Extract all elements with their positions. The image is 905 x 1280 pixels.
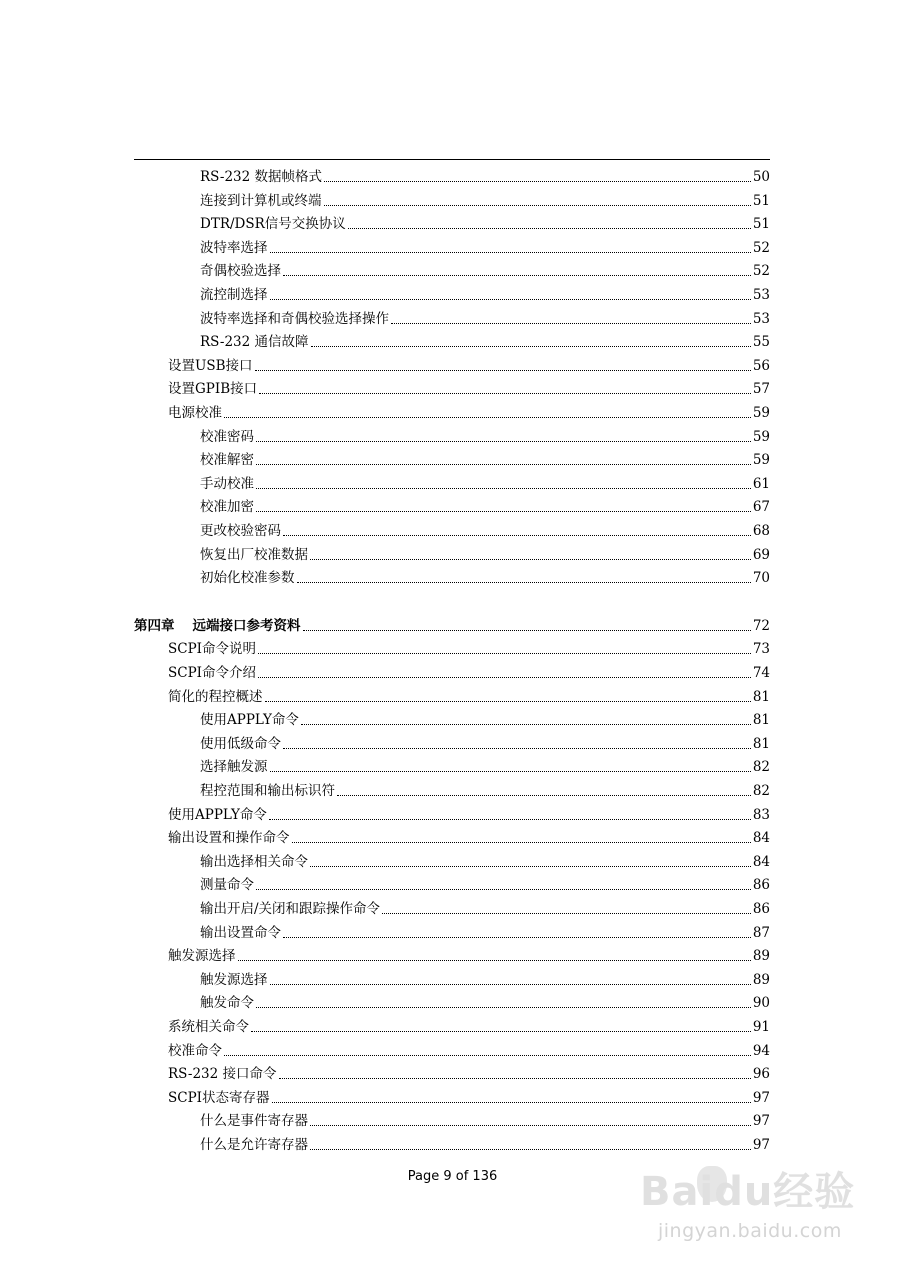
- toc-leader-dots: [258, 677, 751, 678]
- toc-leader-dots: [256, 441, 751, 442]
- toc-leader-dots: [270, 771, 751, 772]
- toc-page-number: 81: [752, 712, 770, 729]
- toc-entry-label: 设置GPIB接口: [168, 381, 258, 398]
- toc-entry-label: 简化的程控概述: [168, 688, 263, 705]
- toc-page-number: 87: [752, 924, 770, 941]
- toc-entry-label: RS-232 通信故障: [200, 334, 309, 351]
- toc-entry-label: 校准加密: [200, 499, 254, 516]
- toc-entry-label: 系统相关命令: [168, 1019, 249, 1035]
- toc-row: [0, 446, 905, 468]
- toc-row: [0, 328, 905, 350]
- toc-entry-label: 流控制选择: [200, 287, 268, 303]
- toc-entry[interactable]: [200, 493, 770, 515]
- toc-entry[interactable]: [168, 1060, 770, 1082]
- toc-entry[interactable]: [168, 942, 770, 964]
- toc-page-number: 70: [752, 570, 770, 587]
- toc-entry[interactable]: [200, 541, 770, 563]
- toc-entry[interactable]: [200, 777, 770, 799]
- toc-entry-label: 奇偶校验选择: [200, 263, 281, 280]
- toc-entry[interactable]: [200, 517, 770, 539]
- toc-page-number: 53: [752, 310, 770, 327]
- toc-row: [0, 187, 905, 209]
- toc-entry-label: 使用APPLY命令: [200, 712, 299, 729]
- toc-page-number: 50: [752, 169, 770, 185]
- toc-entry[interactable]: [168, 659, 770, 681]
- toc-leader-dots: [255, 370, 751, 371]
- toc-leader-dots: [256, 464, 751, 465]
- toc-leader-dots: [238, 960, 751, 961]
- toc-row: [0, 895, 905, 917]
- toc-leader-dots: [310, 559, 751, 560]
- toc-entry[interactable]: [168, 635, 770, 657]
- header-rule: [134, 159, 770, 160]
- toc-entry[interactable]: [200, 305, 770, 327]
- toc-row: [0, 399, 905, 421]
- toc-row: [0, 659, 905, 681]
- toc-entry[interactable]: [200, 187, 770, 209]
- toc-row: [0, 564, 905, 586]
- toc-page-number: 52: [752, 263, 770, 280]
- toc-row: [0, 493, 905, 515]
- toc-page-number: 53: [752, 287, 770, 303]
- toc-entry-label: 校准命令: [168, 1042, 222, 1059]
- toc-leader-dots: [324, 181, 751, 182]
- toc-page-number: 82: [752, 783, 770, 799]
- toc-entry-label: 程控范围和输出标识符: [200, 783, 335, 799]
- toc-entry-label: 校准解密: [200, 452, 254, 469]
- toc-chapter-number: 第四章: [134, 617, 175, 634]
- toc-row: [0, 1084, 905, 1106]
- toc-page-number: 59: [752, 452, 770, 469]
- toc-page-number: 56: [752, 357, 770, 374]
- toc-leader-dots: [269, 819, 751, 820]
- toc-row: [0, 234, 905, 256]
- toc-row: [0, 801, 905, 823]
- toc-leader-dots: [224, 417, 751, 418]
- toc-entry-label: 远端接口参考资料: [192, 617, 301, 634]
- toc-entry-label: 连接到计算机或终端: [200, 192, 322, 209]
- toc-leader-dots: [303, 630, 751, 631]
- toc-entry-label: 选择触发源: [200, 759, 268, 776]
- toc-row: [0, 635, 905, 657]
- toc-entry-label: 波特率选择: [200, 239, 268, 256]
- toc-page-number: 59: [752, 428, 770, 445]
- toc-page-number: 86: [752, 877, 770, 894]
- toc-entry-label: 触发源选择: [200, 971, 268, 988]
- toc-entry[interactable]: [200, 919, 770, 941]
- toc-entry-label: RS-232 数据帧格式: [200, 169, 323, 185]
- toc-leader-dots: [270, 252, 751, 253]
- toc-entry[interactable]: [200, 848, 770, 870]
- toc-row: [0, 706, 905, 728]
- toc-page-number: 55: [752, 334, 770, 351]
- toc-leader-dots: [256, 1007, 751, 1008]
- watermark-url: jingyan.baidu.com: [658, 1220, 842, 1242]
- toc-leader-dots: [272, 1102, 751, 1103]
- toc-row: [0, 753, 905, 775]
- toc-entry-label: 什么是事件寄存器: [200, 1113, 308, 1130]
- page-number: Page 9 of 136: [407, 1169, 498, 1184]
- toc-entry-label: SCPI状态寄存器: [168, 1089, 270, 1106]
- toc-page-number: 51: [752, 216, 770, 233]
- toc-page-number: 97: [752, 1113, 770, 1130]
- toc-entry-label: 输出设置和操作命令: [168, 830, 290, 847]
- toc-page-number: 59: [752, 405, 770, 421]
- toc-leader-dots: [337, 795, 751, 796]
- toc-row: [0, 683, 905, 705]
- toc-entry-label: 设置USB接口: [168, 357, 253, 374]
- toc-entry[interactable]: [200, 328, 770, 350]
- toc-leader-dots: [292, 842, 751, 843]
- toc-entry-label: 恢复出厂校准数据: [200, 546, 308, 563]
- toc-leader-dots: [301, 724, 751, 725]
- toc-entry-label: DTR/DSR信号交换协议: [200, 216, 346, 233]
- toc-entry[interactable]: [200, 871, 770, 893]
- toc-page-number: 97: [752, 1137, 770, 1153]
- toc-row: [0, 1060, 905, 1082]
- toc-entry[interactable]: [200, 1107, 770, 1129]
- toc-page-number: 96: [752, 1066, 770, 1083]
- toc-entry[interactable]: [200, 753, 770, 775]
- toc-leader-dots: [310, 1149, 751, 1150]
- toc-row: [0, 541, 905, 563]
- toc-entry[interactable]: [200, 281, 770, 303]
- toc-entry-label: 输出选择相关命令: [200, 853, 308, 870]
- toc-entry[interactable]: [200, 234, 770, 256]
- toc-entry-label: 手动校准: [200, 475, 254, 492]
- toc-entry[interactable]: [168, 801, 770, 823]
- toc-entry[interactable]: [200, 446, 770, 468]
- toc-entry[interactable]: [168, 1037, 770, 1059]
- toc-entry-label: 触发源选择: [168, 948, 236, 965]
- toc-page-number: 67: [752, 499, 770, 516]
- toc-row: [0, 1107, 905, 1129]
- toc-entry[interactable]: [168, 824, 770, 846]
- toc-row: [0, 1013, 905, 1035]
- toc-page-number: 69: [752, 546, 770, 563]
- toc-page-number: 81: [752, 735, 770, 752]
- toc-row: [0, 777, 905, 799]
- toc-entry[interactable]: [200, 470, 770, 492]
- toc-chapter-entry[interactable]: [134, 612, 770, 634]
- toc-entry-label: SCPI命令说明: [168, 641, 256, 658]
- toc-page-number: 72: [752, 617, 770, 634]
- toc-leader-dots: [324, 205, 751, 206]
- toc-entry-label: 更改校验密码: [200, 523, 281, 539]
- toc-entry[interactable]: [200, 989, 770, 1011]
- toc-row: [0, 612, 905, 634]
- toc-row: [0, 423, 905, 445]
- toc-page-number: 89: [752, 971, 770, 988]
- toc-entry-label: 波特率选择和奇偶校验选择操作: [200, 310, 389, 327]
- toc-entry-label: 输出设置命令: [200, 924, 281, 941]
- toc-leader-dots: [391, 323, 751, 324]
- toc-entry[interactable]: [168, 1013, 770, 1035]
- toc-leader-dots: [348, 228, 751, 229]
- toc-page-number: 91: [752, 1019, 770, 1035]
- toc-row: [0, 848, 905, 870]
- toc-page-number: 74: [752, 665, 770, 681]
- toc-entry[interactable]: [200, 210, 770, 232]
- toc-row: [0, 470, 905, 492]
- toc-row: [0, 305, 905, 327]
- toc-entry[interactable]: [200, 163, 770, 185]
- toc-leader-dots: [283, 748, 751, 749]
- baidu-jingyan-watermark: [640, 1160, 870, 1270]
- toc-page-number: 81: [752, 688, 770, 705]
- toc-leader-dots: [256, 889, 751, 890]
- toc-entry[interactable]: [168, 683, 770, 705]
- toc-leader-dots: [259, 393, 751, 394]
- toc-leader-dots: [279, 1078, 751, 1079]
- toc-row: [0, 210, 905, 232]
- toc-leader-dots: [251, 1031, 751, 1032]
- toc-leader-dots: [270, 299, 751, 300]
- toc-entry-label: 什么是允许寄存器: [200, 1137, 308, 1153]
- toc-entry[interactable]: [200, 564, 770, 586]
- toc-entry[interactable]: [200, 1131, 770, 1153]
- toc-leader-dots: [297, 582, 751, 583]
- toc-leader-dots: [310, 866, 751, 867]
- toc-leader-dots: [258, 653, 751, 654]
- toc-page-number: 84: [752, 853, 770, 870]
- toc-page-number: 89: [752, 948, 770, 965]
- toc-entry[interactable]: [200, 257, 770, 279]
- toc-row: [0, 281, 905, 303]
- toc-row: [0, 730, 905, 752]
- toc-entry[interactable]: [200, 895, 770, 917]
- toc-leader-dots: [265, 701, 751, 702]
- toc-leader-dots: [283, 275, 751, 276]
- toc-row: [0, 824, 905, 846]
- toc-page-number: 57: [752, 381, 770, 398]
- toc-entry-label: 输出开启/关闭和跟踪操作命令: [200, 901, 381, 917]
- toc-entry[interactable]: [168, 399, 770, 421]
- toc-row: [0, 257, 905, 279]
- toc-row: [0, 966, 905, 988]
- toc-leader-dots: [311, 346, 751, 347]
- toc-entry-label: 触发命令: [200, 995, 254, 1012]
- toc-leader-dots: [256, 511, 751, 512]
- toc-entry[interactable]: [200, 730, 770, 752]
- toc-leader-dots: [256, 488, 751, 489]
- toc-row: [0, 163, 905, 185]
- toc-row: [0, 517, 905, 539]
- toc-row: [0, 375, 905, 397]
- toc-entry-label: 电源校准: [168, 405, 222, 421]
- toc-page-number: 90: [752, 995, 770, 1012]
- toc-row: [0, 352, 905, 374]
- toc-page-number: 68: [752, 523, 770, 539]
- toc-entry[interactable]: [168, 352, 770, 374]
- toc-row: [0, 1037, 905, 1059]
- toc-entry-label: SCPI命令介绍: [168, 665, 256, 681]
- toc-entry[interactable]: [200, 423, 770, 445]
- toc-page-number: 51: [752, 192, 770, 209]
- toc-row: [0, 1131, 905, 1153]
- toc-entry[interactable]: [200, 966, 770, 988]
- toc-entry-label: 使用低级命令: [200, 735, 281, 752]
- toc-row: [0, 871, 905, 893]
- toc-page-number: 73: [752, 641, 770, 658]
- toc-page-number: 82: [752, 759, 770, 776]
- toc-entry[interactable]: [168, 1084, 770, 1106]
- toc-leader-dots: [224, 1055, 751, 1056]
- toc-leader-dots: [382, 913, 751, 914]
- toc-row: [0, 942, 905, 964]
- toc-entry-label: 使用APPLY命令: [168, 806, 267, 823]
- toc-leader-dots: [283, 937, 751, 938]
- toc-leader-dots: [283, 535, 751, 536]
- toc-entry-label: RS-232 接口命令: [168, 1066, 277, 1083]
- toc-entry[interactable]: [168, 375, 770, 397]
- toc-page-number: 84: [752, 830, 770, 847]
- toc-page-number: 94: [752, 1042, 770, 1059]
- toc-entry-label: 校准密码: [200, 428, 254, 445]
- toc-entry[interactable]: [200, 706, 770, 728]
- toc-leader-dots: [270, 984, 751, 985]
- toc-page-number: 97: [752, 1089, 770, 1106]
- watermark-logo: Baidu经验: [640, 1169, 856, 1215]
- toc-row: [0, 989, 905, 1011]
- toc-entry-label: 初始化校准参数: [200, 570, 295, 587]
- toc-page-number: 83: [752, 806, 770, 823]
- toc-page-number: 52: [752, 239, 770, 256]
- toc-row: [0, 919, 905, 941]
- toc-page-number: 61: [752, 475, 770, 492]
- toc-leader-dots: [310, 1125, 751, 1126]
- toc-entry-label: 测量命令: [200, 877, 254, 894]
- toc-page-number: 86: [752, 901, 770, 917]
